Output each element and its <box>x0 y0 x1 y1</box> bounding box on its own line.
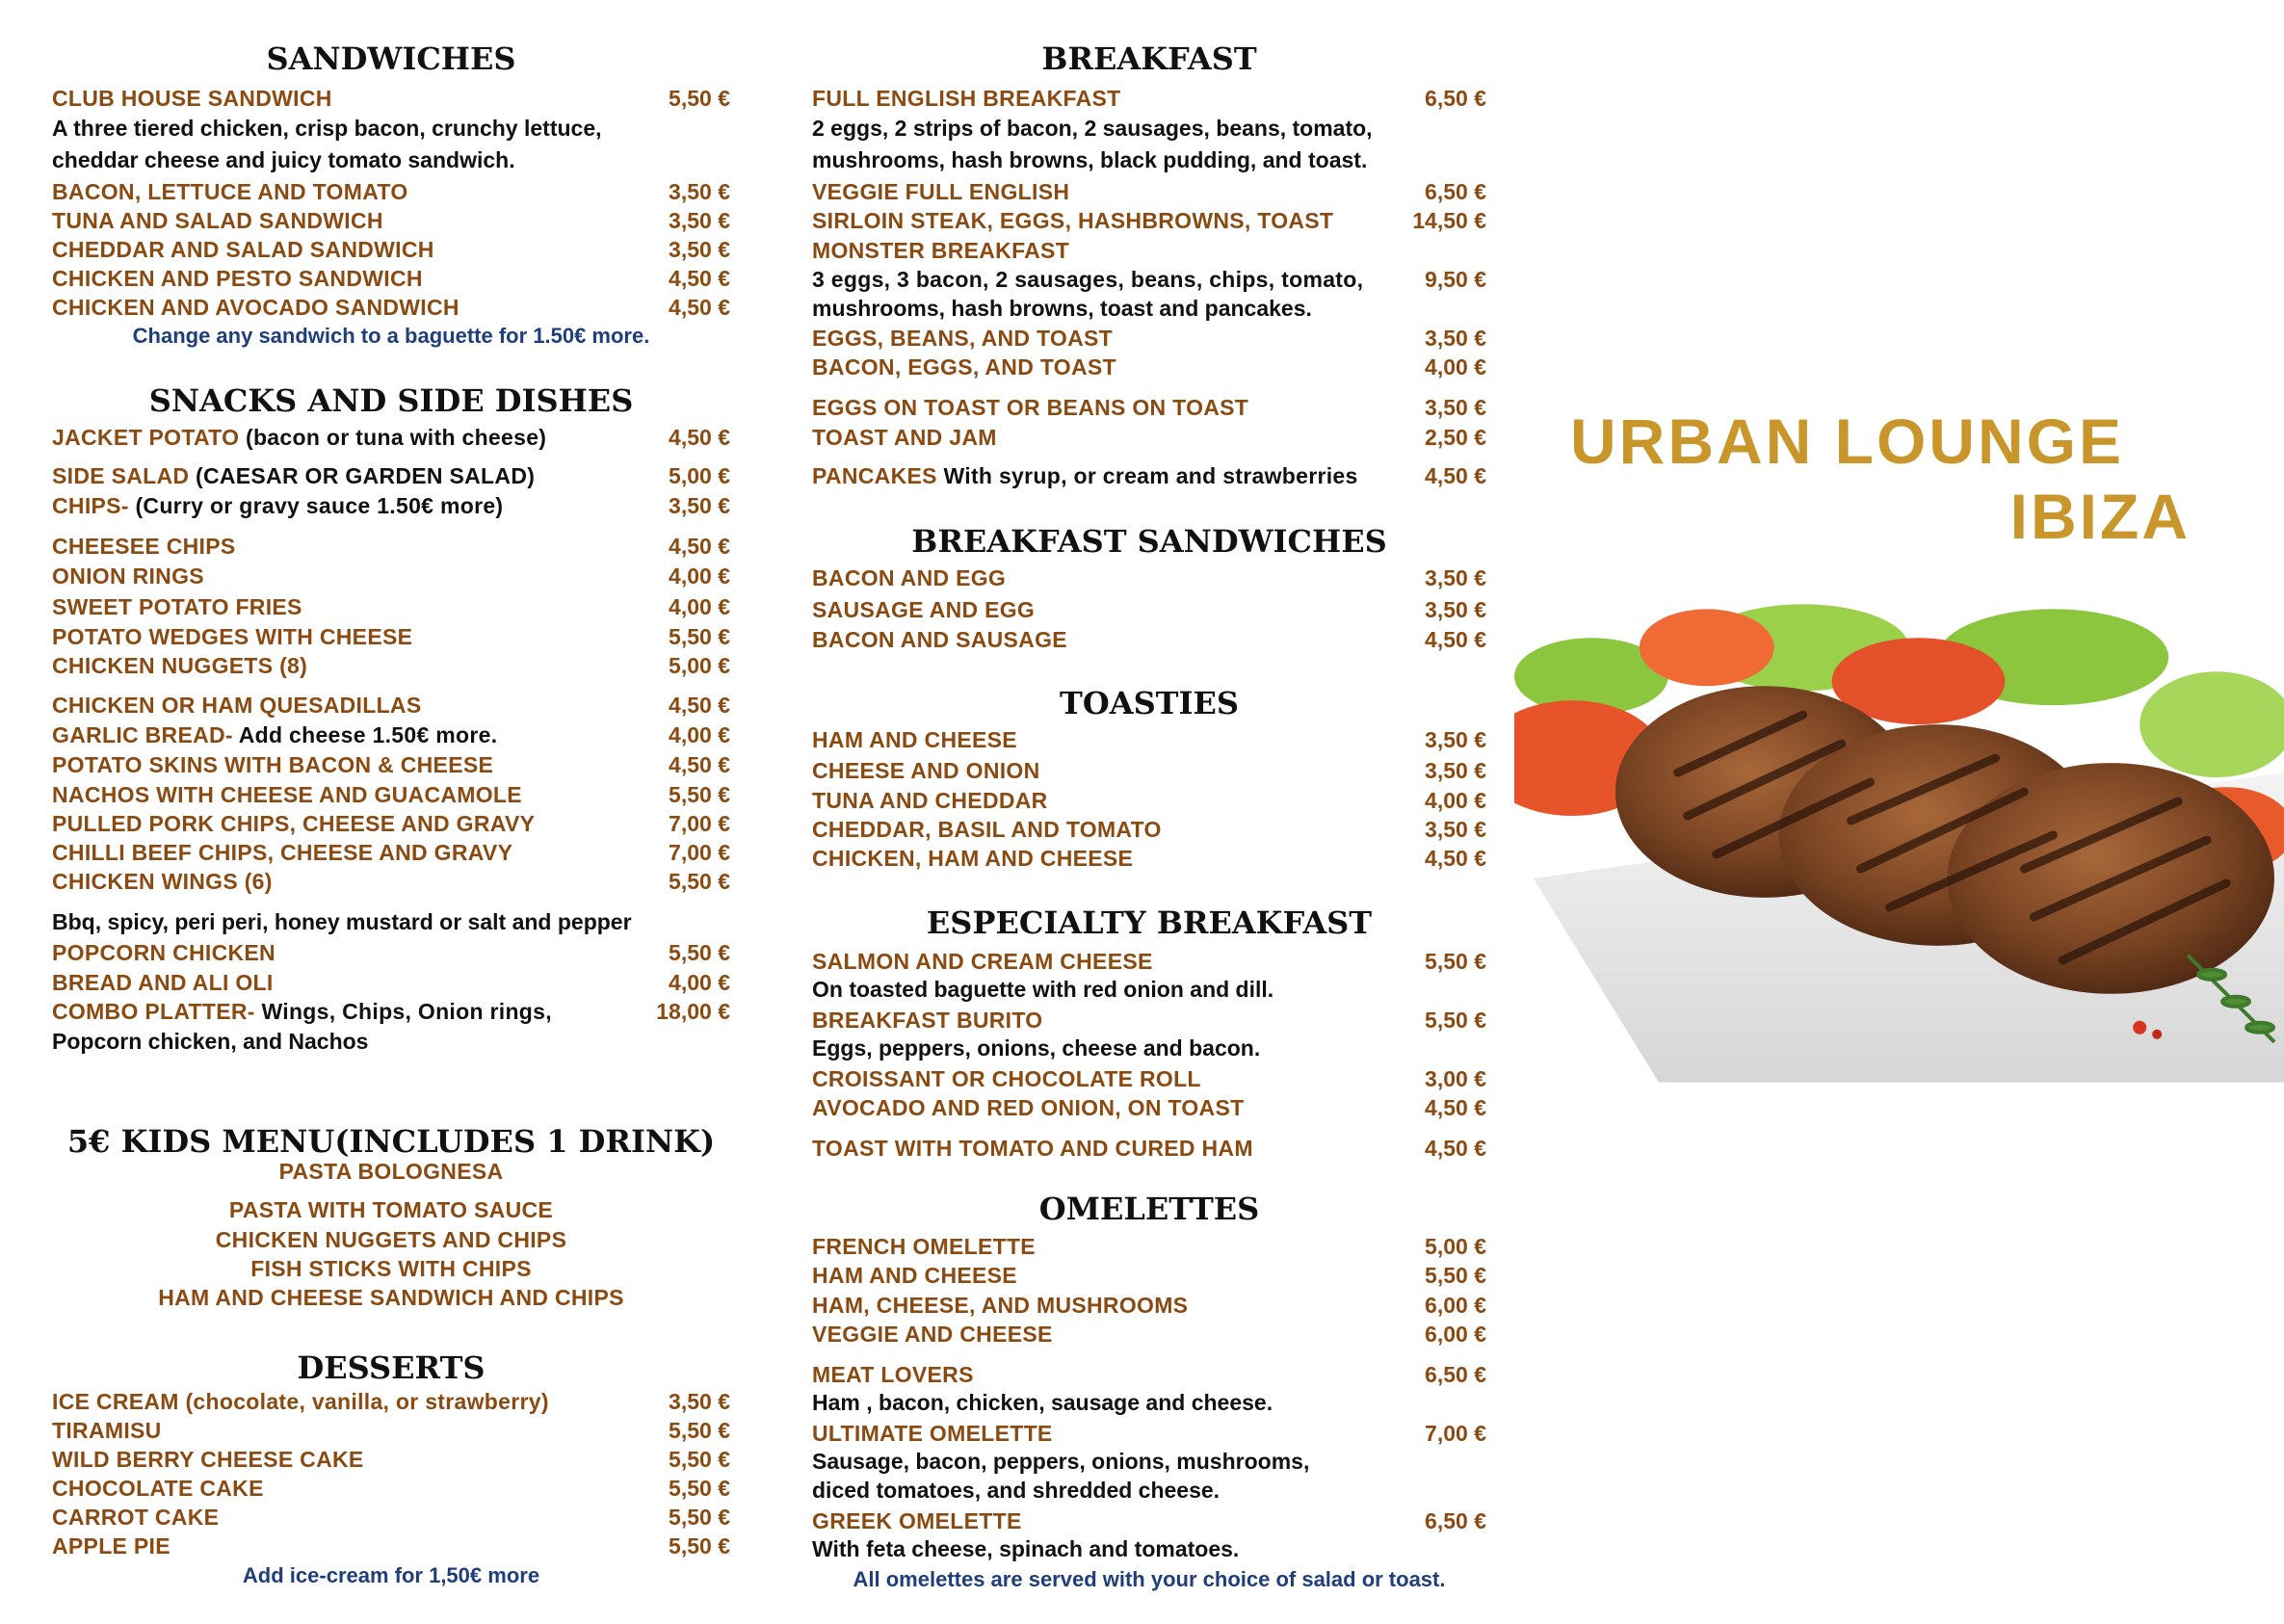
menu-item <box>52 1503 730 1532</box>
menu-item <box>812 1006 1486 1035</box>
menu-item <box>812 1261 1486 1290</box>
item-name: BREAD AND ALI OLI <box>52 970 274 995</box>
menu-item <box>52 691 730 720</box>
kids-item: FISH STICKS WITH CHIPS <box>250 1256 532 1281</box>
menu-item <box>812 1360 1486 1389</box>
item-name: CHICKEN AND PESTO SANDWICH <box>52 266 423 291</box>
item-name: GARLIC BREAD- Add cheese 1.50€ more. <box>52 722 498 747</box>
brand-location: IBIZA <box>2009 481 2191 552</box>
menu-item <box>52 177 730 206</box>
menu-item <box>52 206 730 235</box>
menu-item <box>812 353 1486 381</box>
item-name: APPLE PIE <box>52 1533 171 1559</box>
menu-item <box>812 1506 1486 1535</box>
menu-item <box>52 562 730 590</box>
menu-item <box>812 786 1486 815</box>
kids-item: PASTA BOLOGNESA <box>278 1159 504 1184</box>
item-price: 5,50 € <box>1425 1008 1486 1033</box>
item-price: 4,00 € <box>669 970 730 995</box>
menu-item <box>812 563 1486 592</box>
menu-item <box>812 725 1486 754</box>
menu-item <box>812 324 1486 353</box>
menu-item <box>52 867 730 896</box>
item-price: 3,50 € <box>1425 817 1486 842</box>
item-price: 3,50 € <box>669 208 730 233</box>
item-description: 2 eggs, 2 strips of bacon, 2 sausages, beans, tomato, <box>812 116 1373 141</box>
item-price: 5,00 € <box>669 463 730 488</box>
menu-item <box>812 1134 1486 1163</box>
item-price: 4,50 € <box>1425 627 1486 652</box>
item-price: 6,00 € <box>1425 1293 1486 1318</box>
menu-item <box>812 947 1486 976</box>
item-name: CHEESE AND ONION <box>812 758 1040 783</box>
menu-item <box>812 177 1486 206</box>
item-price: 3,50 € <box>669 1389 730 1414</box>
brand-name: URBAN LOUNGE <box>1570 406 2124 477</box>
menu-item <box>52 491 730 520</box>
item-name: CHEDDAR AND SALAD SANDWICH <box>52 237 434 262</box>
menu-item <box>52 1416 730 1445</box>
item-price: 5,50 € <box>1425 949 1486 974</box>
item-price: 7,00 € <box>669 840 730 865</box>
item-price: 3,50 € <box>1425 565 1486 590</box>
menu-item <box>52 592 730 621</box>
item-description: With feta cheese, spinach and tomatoes. <box>812 1536 1240 1561</box>
brand-title <box>1570 405 2206 559</box>
menu-item <box>812 815 1486 844</box>
item-price: 3,50 € <box>1425 395 1486 420</box>
item-price: 2,50 € <box>1425 425 1486 450</box>
menu-item <box>812 1320 1486 1349</box>
kids-item: PASTA WITH TOMATO SAUCE <box>228 1197 554 1222</box>
item-name: PANCAKES With syrup, or cream and strawberries <box>812 463 1358 488</box>
item-name: ICE CREAM (chocolate, vanilla, or strawberry) <box>52 1389 549 1414</box>
item-name: AVOCADO AND RED ONION, ON TOAST <box>812 1095 1245 1120</box>
item-price: 3,50 € <box>1425 597 1486 622</box>
menu-item <box>52 938 730 967</box>
menu-item <box>52 1532 730 1560</box>
item-name: CHOCOLATE CAKE <box>52 1476 264 1501</box>
item-name: PULLED PORK CHIPS, CHEESE AND GRAVY <box>52 811 536 836</box>
section-title: ESPECIALTY BREAKFAST <box>926 904 1373 941</box>
menu-item <box>812 1093 1486 1122</box>
item-description: On toasted baguette with red onion and dill. <box>812 977 1274 1002</box>
item-price: 7,00 € <box>669 811 730 836</box>
item-name: EGGS ON TOAST OR BEANS ON TOAST <box>812 395 1249 420</box>
item-price: 5,50 € <box>1425 1263 1486 1288</box>
menu-item <box>52 809 730 838</box>
menu-item <box>812 844 1486 873</box>
item-name: WILD BERRY CHEESE CAKE <box>52 1447 364 1472</box>
menu-item <box>52 968 730 997</box>
item-price: 3,50 € <box>669 493 730 518</box>
item-description: diced tomatoes, and shredded cheese. <box>812 1478 1221 1503</box>
kids-item: CHICKEN NUGGETS AND CHIPS <box>215 1227 567 1252</box>
item-price: 4,00 € <box>1425 354 1486 380</box>
menu-item <box>52 423 730 452</box>
menu-item <box>52 84 730 113</box>
menu-item <box>52 1474 730 1503</box>
item-name: TOAST WITH TOMATO AND CURED HAM <box>812 1136 1253 1161</box>
item-name: FULL ENGLISH BREAKFAST <box>812 86 1121 111</box>
item-name: CHEESEE CHIPS <box>52 534 236 559</box>
item-price: 9,50 € <box>1425 267 1486 292</box>
item-price: 4,50 € <box>669 425 730 450</box>
item-price: 4,00 € <box>669 722 730 747</box>
item-name: NACHOS WITH CHEESE AND GUACAMOLE <box>52 782 522 807</box>
item-price: 6,50 € <box>1425 86 1486 111</box>
item-description: Eggs, peppers, onions, cheese and bacon. <box>812 1035 1261 1061</box>
kids-item: HAM AND CHEESE SANDWICH AND CHIPS <box>158 1285 624 1310</box>
item-name: MONSTER BREAKFAST <box>812 238 1070 263</box>
item-description: A three tiered chicken, crisp bacon, crunchy lettuce, <box>52 116 602 141</box>
menu-item <box>52 750 730 779</box>
item-name: SALMON AND CREAM CHEESE <box>812 949 1153 974</box>
item-price: 6,50 € <box>1425 1362 1486 1387</box>
item-price: 6,00 € <box>1425 1322 1486 1347</box>
item-name: GREEK OMELETTE <box>812 1508 1022 1533</box>
section-title: DESSERTS <box>297 1349 486 1386</box>
item-name: CHICKEN WINGS (6) <box>52 869 273 894</box>
item-price: 5,50 € <box>669 1533 730 1559</box>
item-name: ONION RINGS <box>52 563 204 589</box>
item-name: CHICKEN, HAM AND CHEESE <box>812 846 1134 871</box>
item-name: JACKET POTATO (bacon or tuna with cheese) <box>52 425 547 450</box>
section-title: 5€ KIDS MENU(INCLUDES 1 DRINK) <box>66 1123 716 1160</box>
item-description: 3 eggs, 3 bacon, 2 sausages, beans, chips, tomato, <box>812 267 1364 292</box>
item-name: CHEDDAR, BASIL AND TOMATO <box>812 817 1162 842</box>
menu-item <box>52 1445 730 1474</box>
item-name: BACON AND EGG <box>812 565 1007 590</box>
menu-item <box>52 1387 730 1416</box>
item-name: CHILLI BEEF CHIPS, CHEESE AND GRAVY <box>52 840 513 865</box>
item-price: 4,50 € <box>1425 1095 1486 1120</box>
section-note: Change any sandwich to a baguette for 1.50€ more. <box>132 324 650 348</box>
menu-item <box>52 264 730 293</box>
menu-item <box>812 393 1486 422</box>
item-description: mushrooms, hash browns, toast and pancakes. <box>812 296 1312 321</box>
item-name: COMBO PLATTER- Wings, Chips, Onion rings, <box>52 999 552 1024</box>
item-price: 4,50 € <box>1425 463 1486 488</box>
item-description: Ham , bacon, chicken, sausage and cheese. <box>812 1390 1273 1415</box>
item-price: 4,00 € <box>669 594 730 619</box>
item-price: 5,50 € <box>669 1447 730 1472</box>
item-price: 7,00 € <box>1425 1421 1486 1446</box>
item-description: Popcorn chicken, and Nachos <box>52 1029 369 1054</box>
item-name: VEGGIE FULL ENGLISH <box>812 179 1070 204</box>
menu-item <box>52 838 730 867</box>
item-description: mushrooms, hash browns, black pudding, and toast. <box>812 147 1368 172</box>
section-title: SANDWICHES <box>266 40 516 77</box>
section-title: OMELETTES <box>1038 1191 1260 1227</box>
item-name: CHIPS- (Curry or gravy sauce 1.50€ more) <box>52 493 504 518</box>
item-description: Bbq, spicy, peri peri, honey mustard or salt and pepper <box>52 909 632 934</box>
menu-item <box>52 293 730 322</box>
section-title: SNACKS AND SIDE DISHES <box>148 382 634 419</box>
item-name: SIDE SALAD (CAESAR OR GARDEN SALAD) <box>52 463 536 488</box>
menu-item <box>812 461 1486 490</box>
menu-item <box>812 595 1486 624</box>
menu-item <box>812 1232 1486 1261</box>
grilled-steak-photo <box>1514 589 2284 1083</box>
item-name: HAM, CHEESE, AND MUSHROOMS <box>812 1293 1189 1318</box>
item-price: 3,50 € <box>1425 727 1486 752</box>
menu-item <box>812 423 1486 452</box>
item-name: ULTIMATE OMELETTE <box>812 1421 1053 1446</box>
item-price: 18,00 € <box>656 999 730 1024</box>
item-name: SAUSAGE AND EGG <box>812 597 1036 622</box>
item-price: 5,50 € <box>669 1505 730 1530</box>
item-name: BACON, LETTUCE AND TOMATO <box>52 179 408 204</box>
item-price: 5,50 € <box>669 624 730 649</box>
menu-item <box>812 1064 1486 1093</box>
item-price: 5,00 € <box>1425 1234 1486 1259</box>
item-price: 5,00 € <box>669 653 730 678</box>
item-price: 3,50 € <box>1425 326 1486 351</box>
item-price: 5,50 € <box>669 940 730 965</box>
item-price: 5,50 € <box>669 1476 730 1501</box>
menu-item <box>812 756 1486 785</box>
item-name: BREAKFAST BURITO <box>812 1008 1043 1033</box>
item-name: TOAST AND JAM <box>812 425 997 450</box>
menu-item <box>52 720 730 749</box>
item-price: 4,50 € <box>1425 1136 1486 1161</box>
menu-item <box>812 1291 1486 1320</box>
item-name: VEGGIE AND CHEESE <box>812 1322 1053 1347</box>
item-price: 5,50 € <box>669 782 730 807</box>
item-price: 5,50 € <box>669 869 730 894</box>
menu-item <box>812 625 1486 654</box>
item-name: POPCORN CHICKEN <box>52 940 276 965</box>
item-price: 4,50 € <box>669 266 730 291</box>
item-price: 4,00 € <box>1425 788 1486 813</box>
menu-item <box>812 1419 1486 1448</box>
menu-item <box>52 461 730 490</box>
item-price: 4,00 € <box>669 563 730 589</box>
menu-item <box>52 235 730 264</box>
item-price: 6,50 € <box>1425 179 1486 204</box>
item-name: CARROT CAKE <box>52 1505 220 1530</box>
item-name: EGGS, BEANS, AND TOAST <box>812 326 1114 351</box>
section-title: BREAKFAST <box>1041 40 1257 77</box>
item-description: cheddar cheese and juicy tomato sandwich. <box>52 147 515 172</box>
item-price: 14,50 € <box>1412 208 1486 233</box>
item-name: TUNA AND CHEDDAR <box>812 788 1048 813</box>
item-name: MEAT LOVERS <box>812 1362 974 1387</box>
menu-item <box>52 622 730 651</box>
section-title: TOASTIES <box>1060 685 1239 721</box>
item-price: 4,50 € <box>1425 846 1486 871</box>
menu-item <box>812 265 1486 294</box>
item-name: BACON, EGGS, AND TOAST <box>812 354 1116 380</box>
item-price: 5,50 € <box>669 1418 730 1443</box>
item-name: TUNA AND SALAD SANDWICH <box>52 208 383 233</box>
item-name: SWEET POTATO FRIES <box>52 594 302 619</box>
item-name: CHICKEN NUGGETS (8) <box>52 653 308 678</box>
item-name: CHICKEN AND AVOCADO SANDWICH <box>52 295 459 320</box>
section-note: All omelettes are served with your choice of salad or toast. <box>853 1567 1446 1591</box>
item-price: 3,00 € <box>1425 1066 1486 1091</box>
item-price: 3,50 € <box>1425 758 1486 783</box>
menu-item <box>52 780 730 809</box>
section-note: Add ice-cream for 1,50€ more <box>242 1563 540 1587</box>
item-name: CLUB HOUSE SANDWICH <box>52 86 332 111</box>
item-price: 3,50 € <box>669 237 730 262</box>
item-name: SIRLOIN STEAK, EGGS, HASHBROWNS, TOAST <box>812 208 1334 233</box>
item-price: 3,50 € <box>669 179 730 204</box>
item-price: 5,50 € <box>669 86 730 111</box>
menu-item <box>812 236 1486 265</box>
item-name: BACON AND SAUSAGE <box>812 627 1067 652</box>
item-description: Sausage, bacon, peppers, onions, mushrooms, <box>812 1449 1310 1474</box>
menu-item <box>52 651 730 680</box>
item-name: HAM AND CHEESE <box>812 727 1017 752</box>
item-price: 4,50 € <box>669 752 730 777</box>
section-title: BREAKFAST SANDWICHES <box>911 523 1387 560</box>
menu-item <box>812 84 1486 113</box>
item-price: 4,50 € <box>669 295 730 320</box>
item-name: CROISSANT OR CHOCOLATE ROLL <box>812 1066 1201 1091</box>
item-name: TIRAMISU <box>52 1418 162 1443</box>
item-name: POTATO WEDGES WITH CHEESE <box>52 624 413 649</box>
menu-item <box>52 997 730 1026</box>
menu-item <box>52 532 730 561</box>
item-price: 6,50 € <box>1425 1508 1486 1533</box>
item-price: 4,50 € <box>669 693 730 718</box>
menu-item <box>812 206 1486 235</box>
item-name: HAM AND CHEESE <box>812 1263 1017 1288</box>
item-price: 4,50 € <box>669 534 730 559</box>
item-name: POTATO SKINS WITH BACON & CHEESE <box>52 752 494 777</box>
item-name: FRENCH OMELETTE <box>812 1234 1036 1259</box>
item-name: CHICKEN OR HAM QUESADILLAS <box>52 693 422 718</box>
